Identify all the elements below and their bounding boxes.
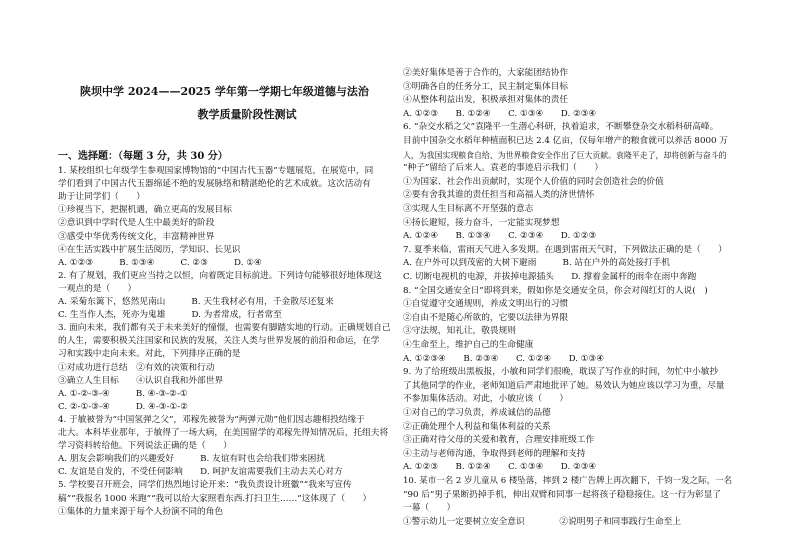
text-line: A. ①-②-③-④ B. ④-③-②-① <box>58 388 188 399</box>
title-line-1: 陕坝中学 2024——2025 学年第一学期七年级道德与法治 <box>80 85 369 98</box>
text-line: ②正确处理个人利益和集体利益的关系 <box>403 421 551 432</box>
text-line: ②要有舍我其谁的责任担当和高福人类的济世情怀 <box>403 190 595 201</box>
text-line: 习和实践中走向未来。对此，下列排序正确的是 <box>58 349 241 360</box>
text-line: A. ①②④ B. ①③④ C. ②③④ D. ①②③ <box>403 231 597 242</box>
text-line: ③感受中华优秀传统文化，丰富精神世界 <box>58 231 215 242</box>
text-line: 学们看到了中国古代玉器绵延不绝的发展脉络和精湛绝伦的艺术成就。这次活动有 <box>58 179 371 190</box>
text-line: 2. 有了规划，我们更应当持之以恒，向着既定目标前进。下列诗句能够很好地体现这 <box>58 270 382 281</box>
text-line: “种子”留给了后来人。袁老的事迹启示我们（ ） <box>403 163 604 174</box>
text-line: 人，为我国实现粮食自给、为世界粮食安全作出了巨大贡献。袁隆平走了，却将创新与奋斗的 <box>403 150 727 160</box>
text-line: 一幕（ ） <box>403 503 456 514</box>
text-line: ①对自己的学习负责，养成诚信的品德 <box>403 408 551 418</box>
text-line: C. 切断电视机的电源，并拔掉电源插头 D. 撑着金属杆的雨伞在雨中奔跑 <box>403 272 697 282</box>
text-line: ③守法规，知礼让，敬畏规则 <box>403 326 516 337</box>
text-line: ③明确各自的任务分工，民主制定集体目标 <box>403 81 569 92</box>
text-line: 8. “全国交通安全日”即将到来，假如你是交通安全员，你会对闯红灯的人说( ) <box>403 285 708 296</box>
text-line: 1. 某校组织七年级学生参观国家博物馆的“中国古代玉器”专题展览，在展览中，同 <box>58 166 374 176</box>
text-line: 5. 学校要召开班会，同学们热烈地讨论开来：“我负责设计班徽”“我来写宣传 <box>58 480 352 491</box>
text-line: A. ①②③④ B. ②③④ C. ①②④ D. ①③④ <box>403 353 605 364</box>
text-line: 稿”“我报名 1000 米跑”“我可以给大家照看东西.打扫卫生……”这体现了（ ） <box>58 493 372 504</box>
text-line: A. ①②③ B. ①②④ C. ①③④ D. ②③④ <box>403 108 597 119</box>
section-heading: 一、选择题：（每题 3 分，共 30 分） <box>58 151 228 162</box>
text-line: 不参加集体活动。对此，小敏应该（ ） <box>403 394 569 405</box>
text-line: ①为国家、社会作出贡献时，实现个人价值的同时会创造社会的价值 <box>403 176 664 187</box>
text-line: ①对成功进行总结 ②有效的决策和行动 <box>58 362 215 373</box>
text-line: ④从整体利益出发，积极承担对集体的责任 <box>403 95 569 106</box>
text-line: A. 在户外可以到茂密的大树下避雨 B. 站在户外的高处接打手机 <box>403 258 670 269</box>
text-line: 7. 夏季来临，雷雨天气进入多发期。在遇到雷雨天气时，下列做法正确的是（ ） <box>403 244 727 255</box>
text-line: 助于让同学们（ ） <box>58 192 145 203</box>
text-line: 10. 某市一名 2 岁儿童从 6 楼坠落，摔到 2 楼广告牌上再次翻下，千钧一发之际，一名 <box>403 476 733 486</box>
text-line: ④生命至上，维护自己的生命健康 <box>403 340 534 350</box>
text-line: 3. 面向未来，我们都有关于未来美好的憧憬，也需要有脚踏实地的行动。正确规划自己 <box>58 323 391 334</box>
text-line: ④扬长避短，接力奋斗，一定能实现梦想 <box>403 217 560 228</box>
text-line: 4. 于敏被誉为“中国氢弹之父”，邓稼先被誉为“两弹元勋”他们因志趣相投结缘于 <box>58 414 365 425</box>
text-line: A. ①②③ B. ①③④ C. ②③ D. ①④ <box>58 257 262 268</box>
text-line: 的人生，需要积极关注国家和民族的发展，关注人类与世界发展的前沿和命运，在学 <box>58 336 380 347</box>
text-line: C. 生当作人杰，死亦为鬼雄 D. 为者常成，行者常至 <box>58 310 282 321</box>
text-line: ②美好集体是善于合作的，大家能团结协作 <box>403 68 569 78</box>
text-line: “90 后”男子果断扔掉手机，伸出双臂和同事一起将孩子稳稳接住。这一行为彰显了 <box>403 489 722 500</box>
text-line: ④在生活实践中扩展生活阅历，学知识、长见识 <box>58 244 241 255</box>
text-line: ①集体的力量来源于每个人扮演不同的角色 <box>58 506 224 517</box>
text-line: 了其他同学的作业，老师知道后严肃地批评了她。易效认为她应该以学习为重，尽量 <box>403 380 725 391</box>
text-line: ③实现人生目标离不开坚强的意志 <box>403 204 534 214</box>
text-line: A. 朋友会影响我们的兴趣爱好 B. 友谊有时也会给我们带来困扰 <box>58 454 325 465</box>
text-line: A. 采菊东篱下，悠然见南山 B. 天生我材必有用，千金散尽还复来 <box>58 297 334 307</box>
text-line: ③确立人生目标 ④认识自我和外部世界 <box>58 375 224 386</box>
text-line: ③正确对待父母的关爱和教育，合理安排班级工作 <box>403 435 595 446</box>
text-line: 一观点的是（ ） <box>58 283 137 294</box>
text-line: ②意识到中学时代是人生中最美好的阶段 <box>58 218 215 229</box>
text-line: 目前中国杂交水稻年种植面积已达 2.4 亿亩，仅每年增产的粮食就可以养活 8000 万 <box>403 136 728 146</box>
text-line: ④主动与老师沟通，争取得到老师的理解和支持 <box>403 448 586 459</box>
text-line: ①警示幼儿一定要树立安全意识 ②说明男子和同事践行生命至上 <box>403 516 681 527</box>
text-line: C. ②-①-③-④ D. ④-③-①-② <box>58 401 189 412</box>
text-line: 9. 为了给班级出黑板报，小敏和同学们很晚，耽误了写作业的时间，勿忙中小敏抄 <box>403 367 719 378</box>
title-line-2: 教学质量阶段性测试 <box>197 108 297 121</box>
text-line: ①自觉遵守交通规则，养成文明出行的习惯 <box>403 299 569 310</box>
text-line: A. ①②③ B. ①②④ C. ①③④ D. ②③④ <box>403 462 597 473</box>
exam-title <box>80 80 400 126</box>
text-line: ①珍视当下，把握机遇，确立更高的发展目标 <box>58 205 232 216</box>
text-line: C. 友谊是自发的，不受任何影响 D. 呵护友谊需要我们主动去关心对方 <box>58 467 343 478</box>
text-line: 学习资料转给他。下列说法正确的是（ ） <box>58 441 232 452</box>
text-line: ②自由不是随心所欲的，它要以法律为界限 <box>403 312 569 323</box>
text-line: 北大。本科毕业那年，于敏得了一场大病，在美国留学的邓稼先得知情况后，托组夫将 <box>58 428 389 438</box>
text-line: 6. “杂交水稻之父”袁隆平一生潜心科研，执着追求，不断攀登杂交水稻科研高峰。 <box>403 122 719 133</box>
